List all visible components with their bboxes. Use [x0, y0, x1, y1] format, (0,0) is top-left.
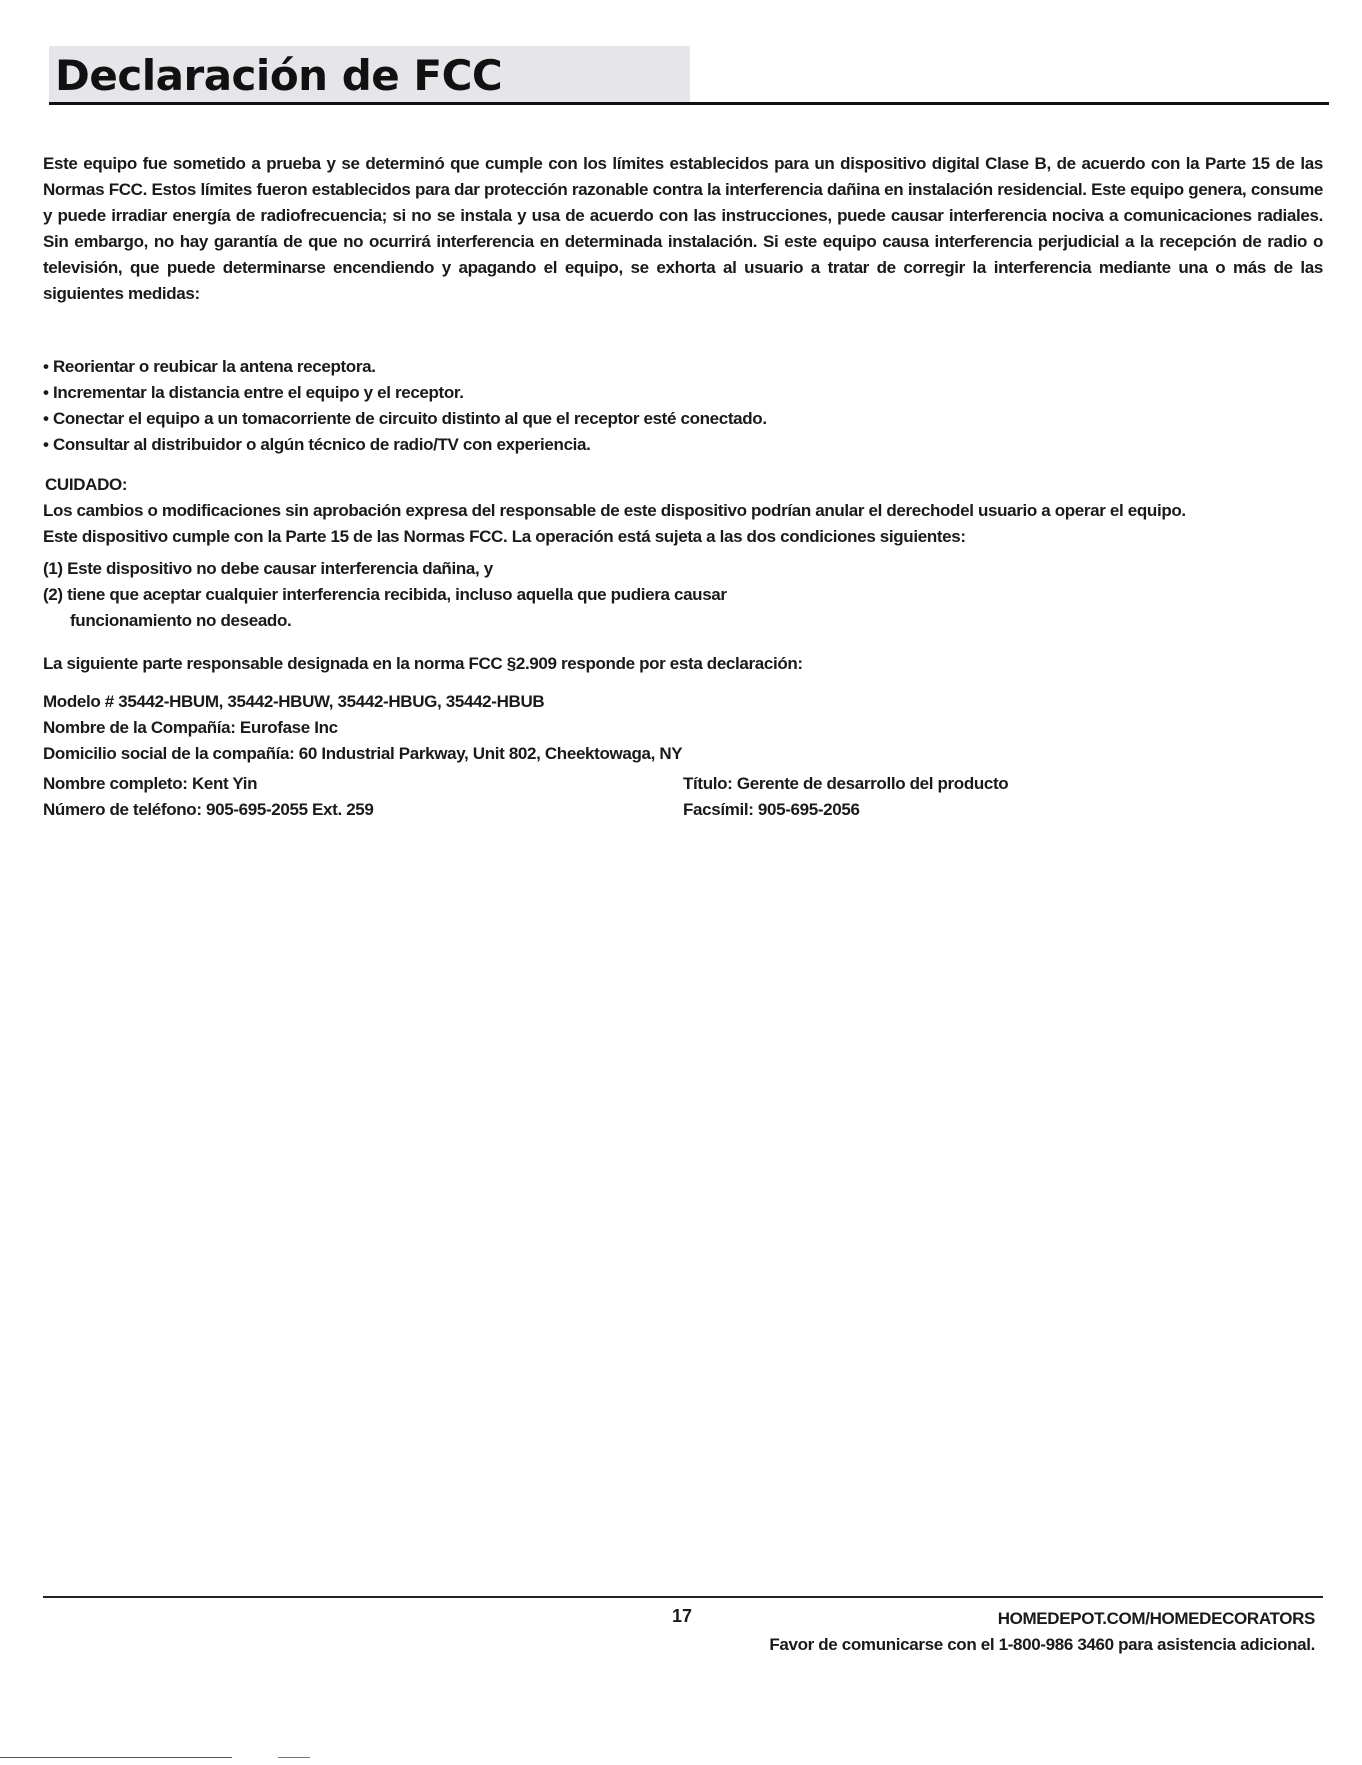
title-divider	[49, 102, 1329, 105]
footer-website: HOMEDEPOT.COM/HOMEDECORATORS	[997, 1609, 1315, 1628]
list-item: • Incrementar la distancia entre el equipo y el receptor.	[43, 383, 464, 402]
condition-2: (2) tiene que aceptar cualquier interferencia recibida, incluso aquella que pudiera causar	[43, 585, 727, 604]
list-item: • Reorientar o reubicar la antena receptora.	[43, 357, 376, 376]
company-address: Domicilio social de la compañía: 60 Industrial Parkway, Unit 802, Cheektowaga, NY	[43, 744, 683, 763]
measures-list	[43, 354, 1323, 458]
footer-help-line: Favor de comunicarse con el 1-800-986 3460 para asistencia adicional.	[769, 1635, 1315, 1654]
caution-line: Los cambios o modificaciones sin aprobación expresa del responsable de este dispositivo podrían anular el derechodel usuario a operar el equipo.	[43, 501, 1186, 520]
intro-paragraph: Este equipo fue sometido a prueba y se determinó que cumple con los límites establecidos para un dispositivo digital Clase B, de acuerdo con la Parte 15 de las Normas FCC. Estos límites fueron establecidos para dar protección razonable contra la interferencia dañina en instalación residencial. Este equipo genera, consume y puede irradiar energía de radiofrecuencia; si no se instala y usa de acuerdo con las instrucciones, puede causar interferencia nociva a comunicaciones radiales. Sin embargo, no hay garantía de que no ocurrirá interferencia en determinada instalación. Si este equipo causa interferencia perjudicial a la recepción de radio o televisión, que puede determinarse encendiendo y apagando el equipo, se exhorta al usuario a tratar de corregir la interferencia mediante una o más de las siguientes medidas:	[43, 154, 1323, 303]
model-numbers: Modelo # 35442-HBUM, 35442-HBUW, 35442-HBUG, 35442-HBUB	[43, 692, 545, 711]
contact-full-name: Nombre completo: Kent Yin	[43, 774, 258, 793]
condition-1: (1) Este dispositivo no debe causar interferencia dañina, y	[43, 559, 493, 578]
responsible-party-statement: La siguiente parte responsable designada en la norma FCC §2.909 responde por esta declaración:	[43, 654, 803, 673]
list-item: • Consultar al distribuidor o algún técnico de radio/TV con experiencia.	[43, 435, 591, 454]
caution-text	[43, 498, 1323, 550]
list-item: • Conectar el equipo a un tomacorriente de circuito distinto al que el receptor esté conectado.	[43, 409, 767, 428]
scan-edge-mark	[0, 1757, 232, 1758]
page-number: 17	[672, 1606, 693, 1626]
scan-edge-mark	[278, 1757, 310, 1758]
contact-job-title: Título: Gerente de desarrollo del producto	[683, 774, 1009, 793]
company-name: Nombre de la Compañía: Eurofase Inc	[43, 718, 338, 737]
contact-fax: Facsímil: 905-695-2056	[683, 800, 860, 819]
caution-heading: CUIDADO:	[45, 475, 128, 494]
condition-2-continued: funcionamiento no deseado.	[70, 611, 292, 630]
contact-phone: Número de teléfono: 905-695-2055 Ext. 259	[43, 800, 374, 819]
page-title: Declaración de FCC	[55, 51, 503, 100]
footer-divider	[43, 1596, 1323, 1598]
caution-line: Este dispositivo cumple con la Parte 15 de las Normas FCC. La operación está sujeta a las dos condiciones siguientes:	[43, 527, 966, 546]
